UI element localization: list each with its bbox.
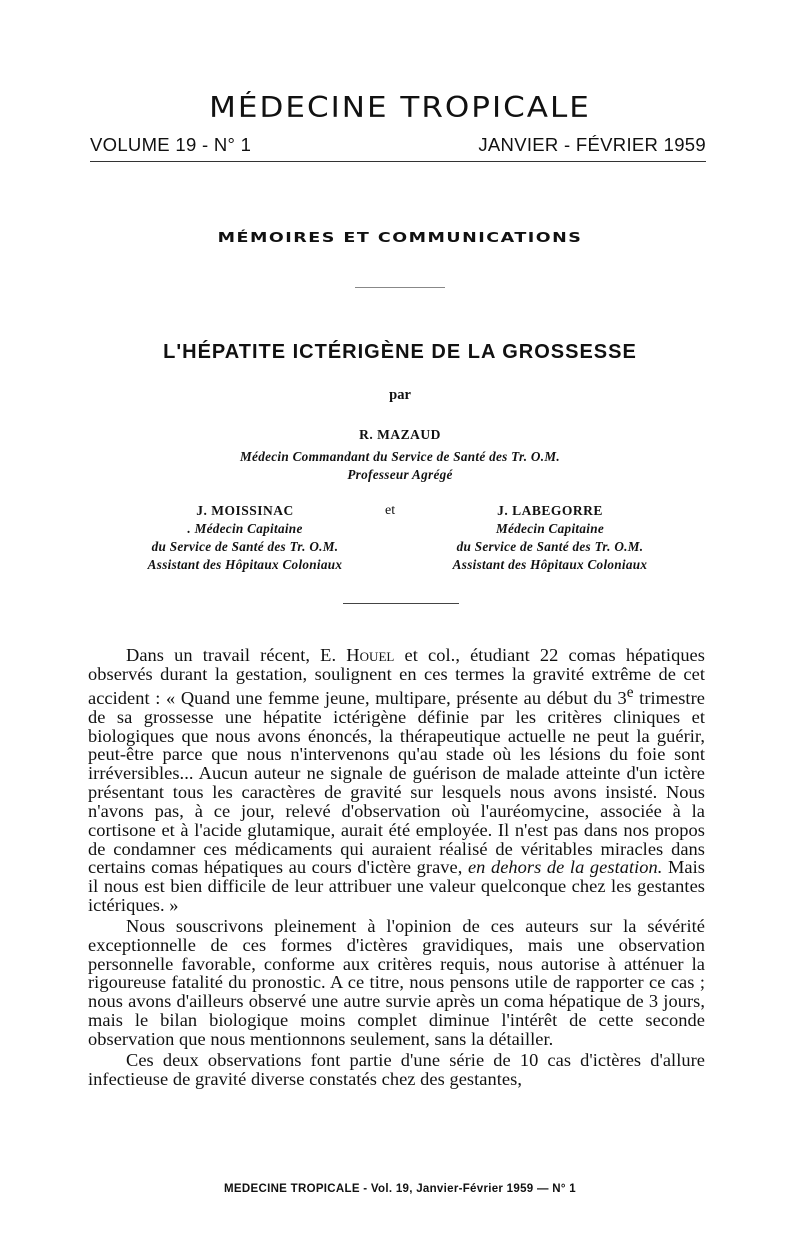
article-title: L'HÉPATITE ICTÉRIGÈNE DE LA GROSSESSE [163,341,637,363]
author-left-service: du Service de Santé des Tr. O.M. [151,539,339,554]
section-rule [355,287,445,288]
paragraph-1 [88,646,705,915]
separator-rule [343,603,459,604]
author-left-rank: . Médecin Capitaine [187,521,303,536]
p1-italic-phrase: en dehors de la gestation. [467,857,663,878]
author-right-rank: Médecin Capitaine [495,521,605,536]
author-left-name: J. MOISSINAC [196,503,294,518]
paragraph-2: Nous souscrivons pleinement à l'opinion de ces auteurs sur la sévérité exceptionnelle de ces formes d'ictères gravidiques, mais une observation personnelle favorable, conforme aux critères requis, nous autorise à atténuer la rigoureuse fatalité du pronostic. A ce titre, nous pensons utile de rapporter ce cas ; nous avons d'ailleurs observé une autre survie après un coma hépatique de 3 jours, mais le bilan biologique moins complet diminue l'intérêt de cette seconde observation que nous mentionnons seulement, sans la détailler. [88,915,705,1049]
header-rule [90,161,706,162]
article-body [88,646,705,1089]
p1-text-d: Mais il nous est bien difficile de leur attribuer une valeur quelconque chez les gestantes ictériques. » [88,857,705,916]
p1-text-a: Dans un travail récent, E. [126,645,347,665]
section-title: MÉMOIRES ET COMMUNICATIONS [217,230,583,246]
ordinal-superscript: e [626,683,634,701]
paragraph-3: Ces deux observations font partie d'une série de 10 cas d'ictères d'allure infectieuse de gravité diverse constatés chez des gestantes, [88,1049,705,1089]
author-right-position: Assistant des Hôpitaux Coloniaux [452,557,648,572]
cited-author: Houel [346,645,395,665]
author-right-service: du Service de Santé des Tr. O.M. [456,539,644,554]
journal-title: MÉDECINE TROPICALE [209,91,591,125]
author-left-position: Assistant des Hôpitaux Coloniaux [147,557,343,572]
volume-number: VOLUME 19 - N° 1 [90,134,252,155]
and-conjunction: et [385,503,396,518]
p1-text-c: trimestre de sa grossesse une hépatite ictérigène définie par les critères cliniques et biologiques que nous avons énoncés, la thérapeutique actuelle ne peut la guérir, peut-être parce que nous n'intervenons qu'au stade où les lésions du foie sont irréversibles... Aucun auteur ne signale de guérison de malade atteinte d'un ictère présentant tous les caractères de gravité sur lesquels nous avons insisté. Nous n'avons pas, à ce jour, relevé d'observation où l'auréomycine, associée à la cortisone et à l'acide glutamique, aurait été employée. Il n'est pas dans nos propos de condamner ces médicaments qui auraient réalisé de véritables miracles dans certains comas hépatiques au cours d'ictère grave, [88,687,705,878]
main-author-title: Professeur Agrégé [347,467,453,482]
main-author-name: R. MAZAUD [359,427,441,442]
p1-text-b: et col., étudiant 22 comas hépatiques observés durant la gestation, soulignent en ces termes la gravité extrême de cet accident : « Quand une femme jeune, multipare, présente au début du 3 [88,645,705,708]
issue-date: JANVIER - FÉVRIER 1959 [478,134,706,155]
author-right-name: J. LABEGORRE [497,503,603,518]
by-label: par [389,387,411,403]
page-footer: MEDECINE TROPICALE - Vol. 19, Janvier-Février 1959 — N° 1 [224,1183,576,1195]
main-author-affiliation: Médecin Commandant du Service de Santé des Tr. O.M. [240,449,560,464]
